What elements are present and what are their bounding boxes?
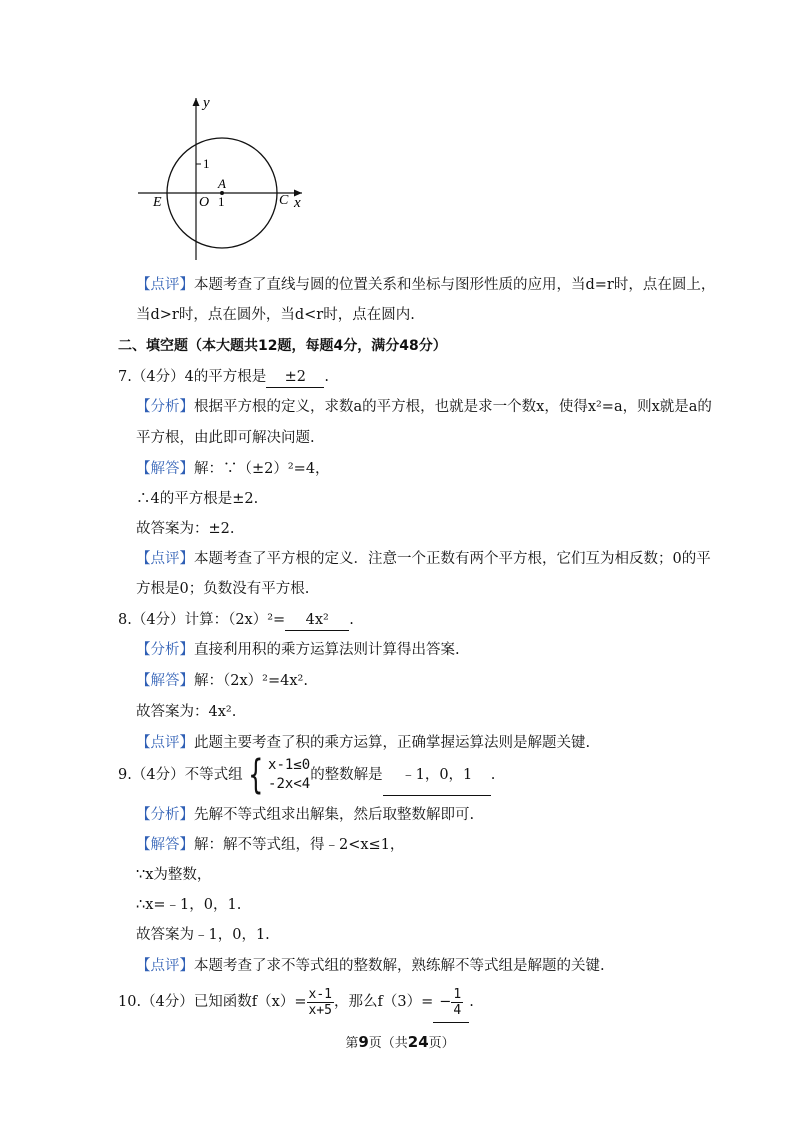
y-axis-label: y — [203, 95, 210, 111]
question-9-stem: 9.（4分）不等式组 { x-1≤0 -2x<4 的整数解是 ﹣1，0，1 . — [118, 752, 496, 798]
q9-solution-line4: 故答案为﹣1，0，1. — [136, 927, 270, 943]
q9-comment-line1: 【点评】本题考查了求不等式组的整数解，熟练解不等式组是解题的关键. — [136, 958, 605, 974]
page-number: 9 — [358, 1033, 369, 1051]
q7-solution-line2: ∴4的平方根是±2. — [136, 491, 259, 507]
point-a-tick: 1 — [218, 194, 225, 209]
comment-tag: 【点评】 — [136, 277, 194, 293]
point-c-label: C — [279, 193, 289, 208]
inequality-system — [243, 752, 311, 798]
page-footer: 第9页（共24页） — [345, 1033, 455, 1051]
question-8-stem: 8.（4分）计算：（2x）²= 4x² . — [118, 610, 354, 631]
inequality-1: x-1≤0 — [268, 757, 311, 773]
q7-analysis-line2: 平方根，由此即可解决问题. — [136, 430, 315, 446]
page-total: 24 — [407, 1033, 429, 1051]
q9-solution-line2: ∵x为整数， — [136, 867, 212, 883]
q8-analysis-line1: 【分析】直接利用积的乘方运算法则计算得出答案. — [136, 642, 460, 658]
q10-answer: − $\frac{1}{4}$ — [433, 982, 469, 1023]
q6-comment-line2: 当d>r时，点在圆外，当d<r时，点在圆内. — [136, 307, 415, 323]
inequality-2: -2x<4 — [268, 776, 311, 792]
q9-solution-line3: ∴x=﹣1，0，1. — [136, 897, 242, 913]
function-fraction: $\frac{x-1}{x+5}$ — [308, 986, 332, 1018]
q7-solution-line1: 【解答】解：∵（±2）²=4， — [136, 461, 330, 477]
q9-analysis-line1: 【分析】先解不等式组求出解集，然后取整数解即可. — [136, 807, 475, 823]
question-7-stem: 7.（4分）4的平方根是 ±2 . — [118, 367, 329, 388]
q7-comment-line2: 方根是0；负数没有平方根. — [136, 581, 310, 597]
section-heading: 二、填空题（本大题共12题，每题4分，满分48分） — [118, 338, 447, 354]
q7-answer: ±2 — [266, 367, 324, 388]
coordinate-circle-figure — [0, 0, 800, 260]
q9-solution-line1: 【解答】解：解不等式组，得﹣2<x≤1， — [136, 837, 405, 853]
y-tick-1: 1 — [203, 156, 210, 171]
question-10-stem: 10.（4分）已知函数f（x）= $\frac{x-1}{x+5}$ ，那么f（3）= − $\frac{1}{4}$ . — [118, 982, 474, 1023]
q7-analysis-line1: 【分析】根据平方根的定义，求数a的平方根，也就是求一个数x，使得x²=a，则x就是a的 — [136, 399, 712, 415]
point-a-label: A — [218, 176, 226, 191]
q6-comment-line1: 【点评】本题考查了直线与圆的位置关系和坐标与图形性质的应用，当d=r时，点在圆上， — [136, 277, 716, 293]
brace-icon: { — [247, 752, 263, 798]
q8-comment-line1: 【点评】此题主要考查了积的乘方运算，正确掌握运算法则是解题关键. — [136, 735, 591, 751]
q8-solution-line2: 故答案为：4x². — [136, 704, 237, 720]
q7-comment-line1: 【点评】本题考查了平方根的定义．注意一个正数有两个平方根，它们互为相反数；0的平 — [136, 551, 711, 567]
origin-label: O — [199, 195, 210, 210]
q9-answer: ﹣1，0，1 — [383, 755, 491, 796]
q7-solution-line3: 故答案为：±2. — [136, 521, 235, 537]
point-e-label: E — [153, 195, 162, 210]
x-axis-label: x — [294, 195, 301, 211]
q8-answer: 4x² — [285, 610, 349, 631]
q8-solution-line1: 【解答】解：（2x）²=4x². — [136, 673, 308, 689]
